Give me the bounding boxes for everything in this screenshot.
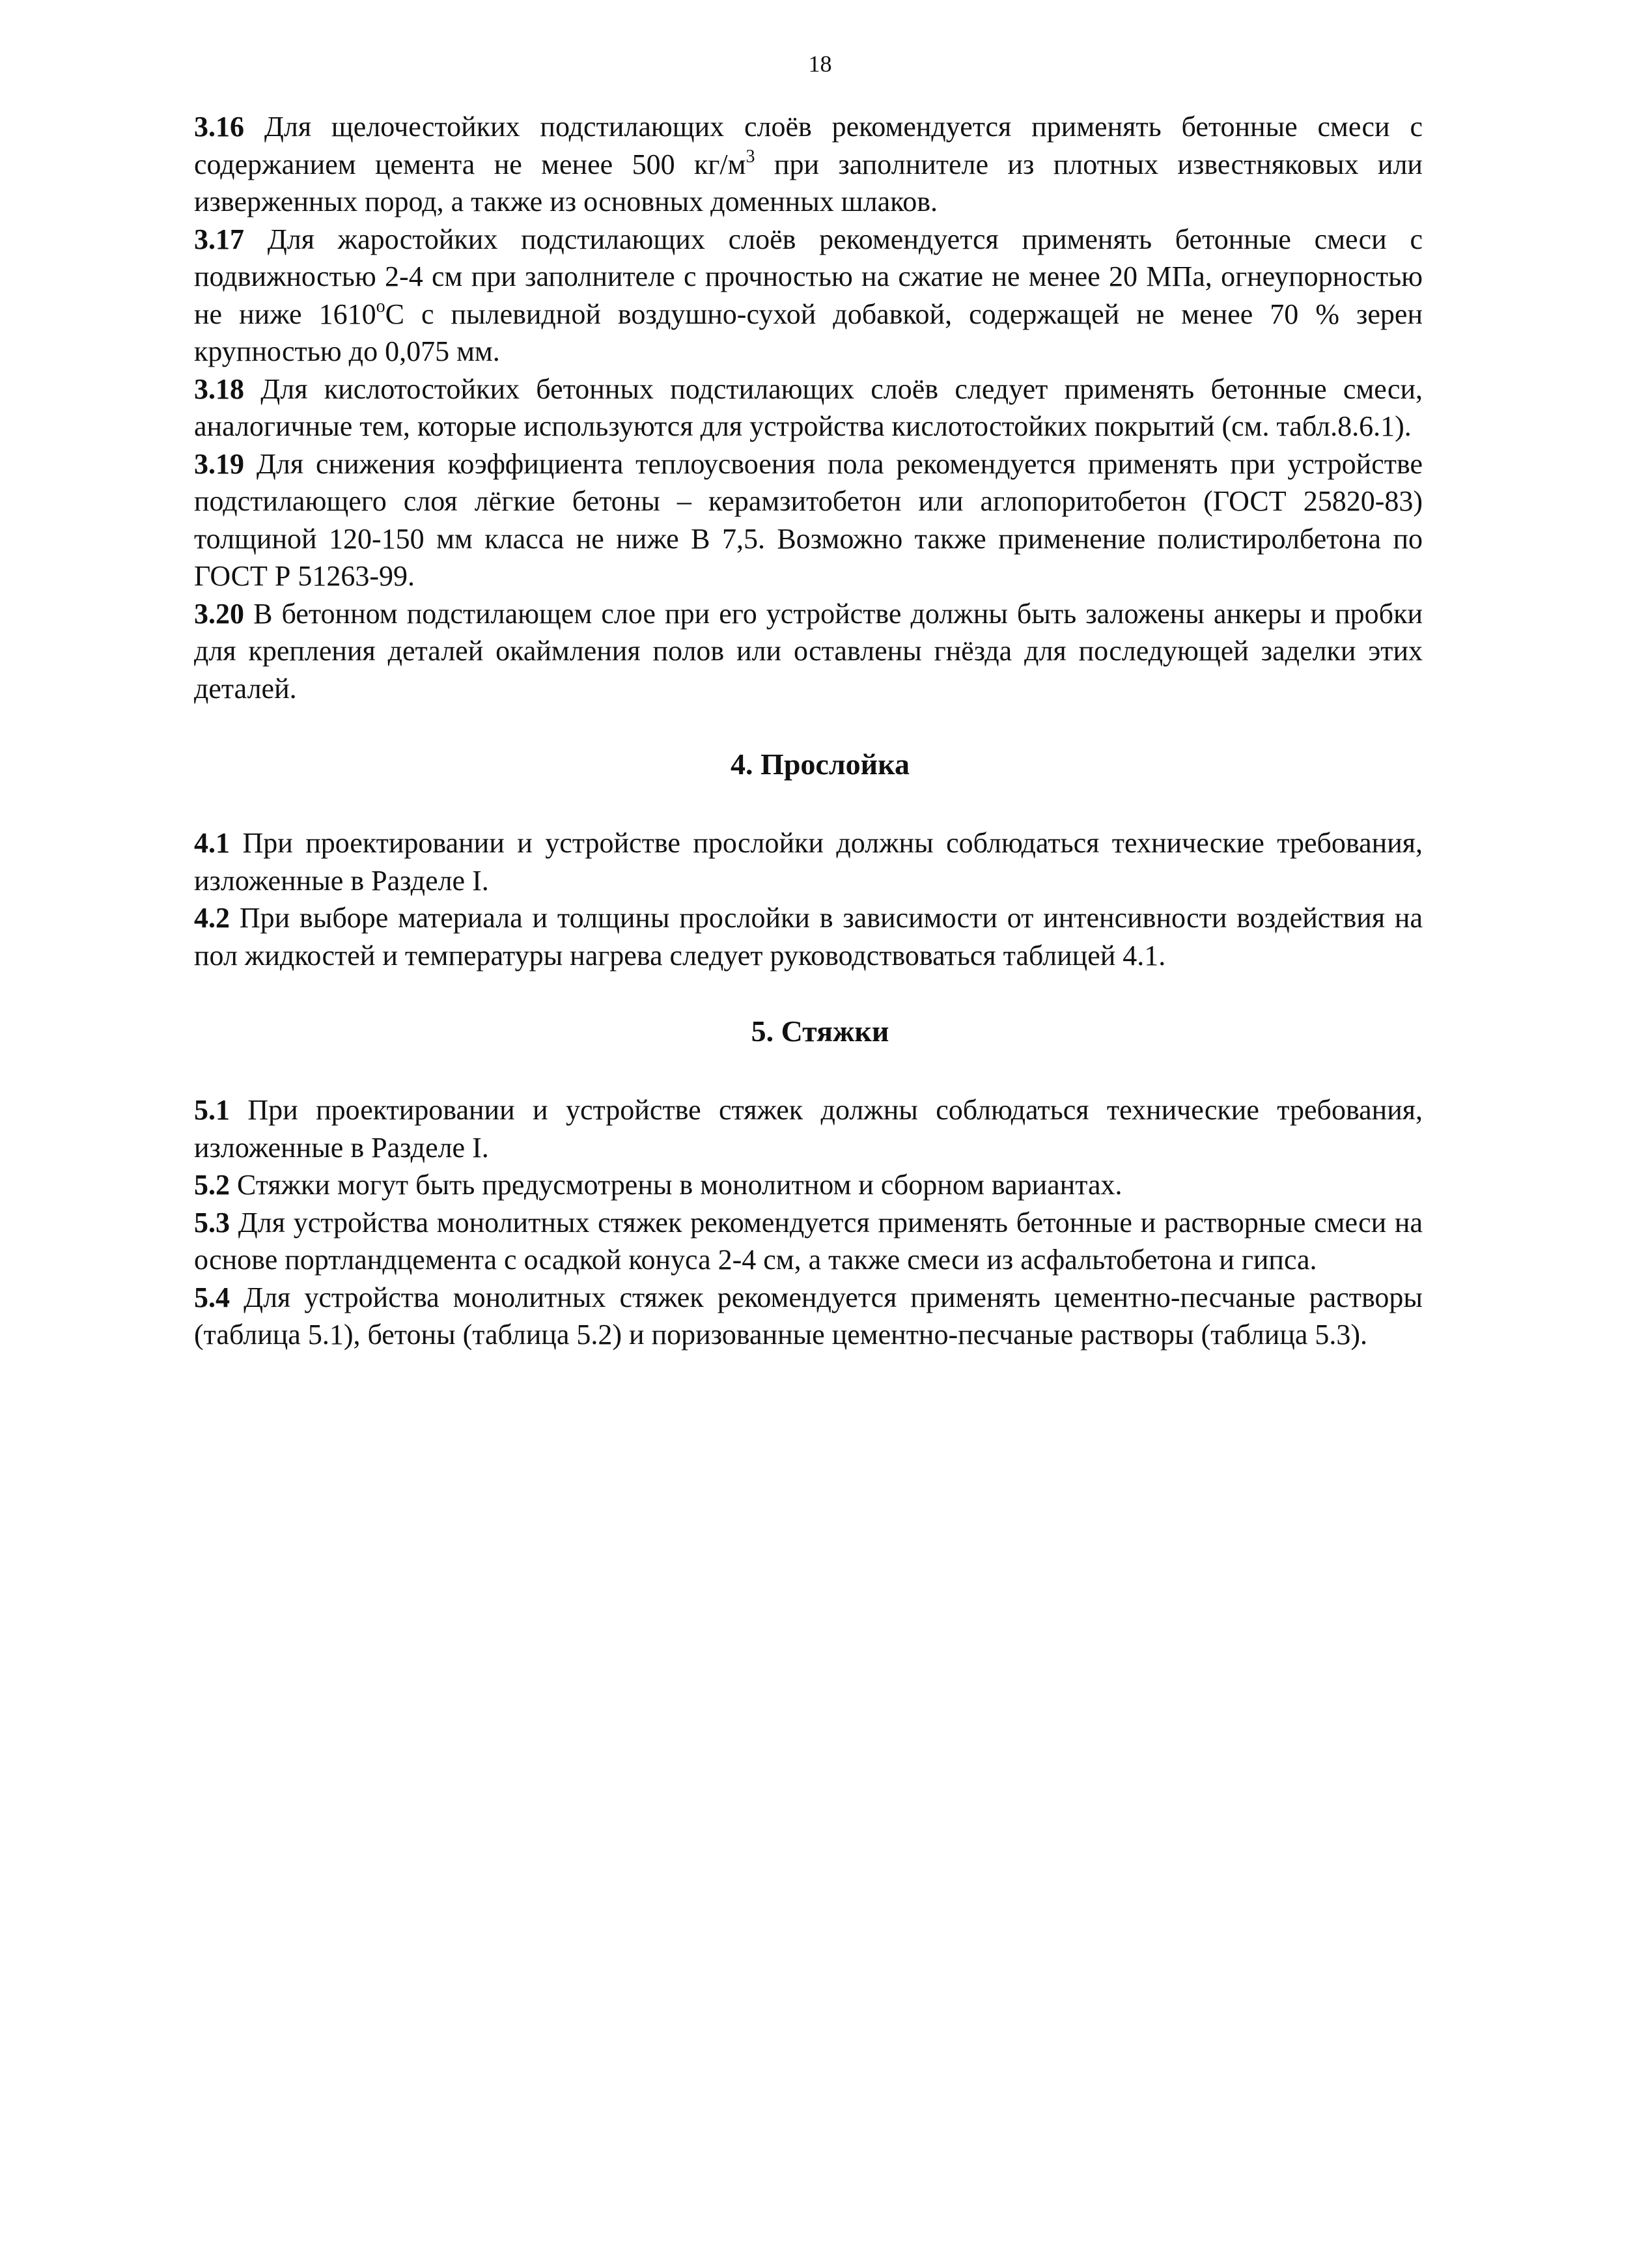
page-number: 18 (808, 51, 832, 77)
paragraph-number: 4.1 (194, 827, 230, 859)
paragraph-3-18 (194, 371, 1423, 445)
paragraph-text: Для устройства монолитных стяжек рекомендуется применять бетонные и растворные смеси на основе портландцемента с осадкой конуса 2-4 см, а также смеси из асфальтобетона и гипса. (194, 1206, 1423, 1276)
paragraph-number: 5.2 (194, 1169, 230, 1201)
paragraph-text: При проектировании и устройстве прослойки должны соблюдаться технические требования, изложенные в Разделе I. (194, 827, 1423, 897)
paragraph-text: Для устройства монолитных стяжек рекомендуется применять цементно-песчаные растворы (таблица 5.1), бетоны (таблица 5.2) и поризованные цементно-песчаные растворы (таблица 5.3). (194, 1281, 1423, 1351)
section-heading-5: 5. Стяжки (751, 1015, 889, 1048)
document-page (194, 51, 1423, 1354)
paragraph-number: 4.2 (194, 902, 230, 934)
paragraph-number: 3.19 (194, 447, 244, 480)
superscript: o (376, 296, 385, 316)
paragraph-text: При проектировании и устройстве стяжек должны соблюдаться технические требования, изложенные в Разделе I. (194, 1094, 1423, 1164)
paragraph-number: 5.3 (194, 1206, 230, 1239)
paragraph-text: Для жаростойких подстилающих слоёв рекомендуется применять бетонные смеси с подвижностью 2-4 см при заполнителе с прочностью на сжатие не менее 20 МПа, огнеупорностью не ниже 1610$^o$С с пылевидной воздушно-сухой добавкой, содержащей не менее 70 % зерен крупностью до 0,075 мм. (194, 223, 1423, 367)
paragraph-4-2 (194, 899, 1423, 974)
paragraph-number: 3.20 (194, 597, 244, 630)
paragraph-number: 3.16 (194, 111, 244, 143)
paragraph-text: При выборе материала и толщины прослойки в зависимости от интенсивности воздействия на пол жидкостей и температуры нагрева следует руководствоваться таблицей 4.1. (194, 902, 1423, 972)
paragraph-3-17 (194, 221, 1423, 371)
paragraph-number: 5.4 (194, 1281, 230, 1313)
paragraph-number: 3.18 (194, 372, 244, 405)
paragraph-5-2 (194, 1166, 1423, 1204)
superscript: 3 (746, 146, 755, 167)
paragraph-5-4 (194, 1279, 1423, 1354)
paragraph-3-16 (194, 108, 1423, 221)
paragraph-text: Для щелочестойких подстилающих слоёв рекомендуется применять бетонные смеси с содержанием цемента не менее 500 $кг/м^3$ при заполнителе из плотных известняковых или изверженных пород, а также из основных доменных шлаков. (194, 111, 1423, 217)
paragraph-number: 5.1 (194, 1094, 230, 1126)
section-heading-4: 4. Прослойка (731, 748, 910, 781)
paragraph-4-1 (194, 824, 1423, 899)
paragraph-text: Для кислотостойких бетонных подстилающих слоёв следует применять бетонные смеси, аналогичные тем, которые используются для устройства кислотостойких покрытий (см. табл.8.6.1). (194, 372, 1423, 442)
paragraph-3-20 (194, 595, 1423, 708)
paragraph-3-19 (194, 445, 1423, 595)
paragraph-text: В бетонном подстилающем слое при его устройстве должны быть заложены анкеры и пробки для крепления деталей окаймления полов или оставлены гнёзда для последующей заделки этих деталей. (194, 597, 1423, 705)
paragraph-text: Стяжки могут быть предусмотрены в монолитном и сборном вариантах. (230, 1169, 1123, 1201)
paragraph-number: 3.17 (194, 223, 244, 255)
paragraph-5-1 (194, 1091, 1423, 1166)
paragraph-text: Для снижения коэффициента теплоусвоения пола рекомендуется применять при устройстве подстилающего слоя лёгкие бетоны – керамзитобетон или аглопоритобетон (ГОСТ 25820-83) толщиной 120-150 мм класса не ниже В 7,5. Возможно также применение полистиролбетона по ГОСТ Р 51263-99. (194, 447, 1423, 592)
paragraph-5-3 (194, 1204, 1423, 1279)
